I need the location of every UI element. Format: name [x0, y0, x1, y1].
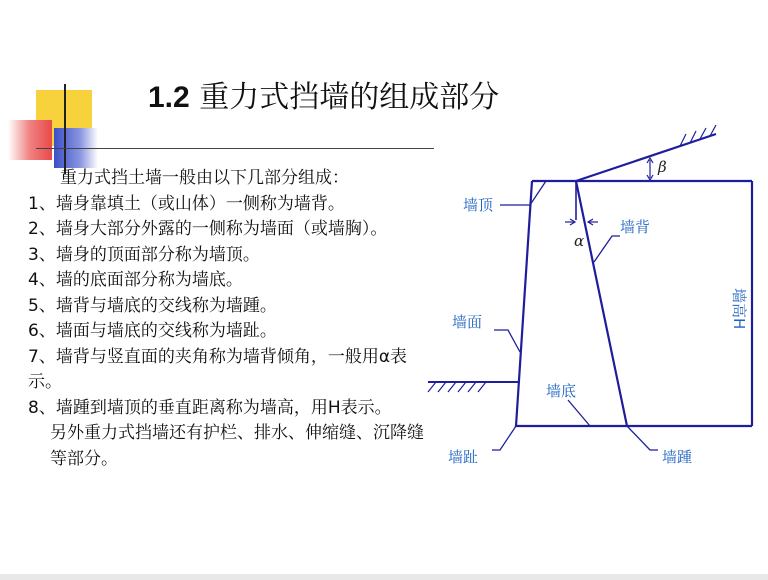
list-item: 4、墙的底面部分称为墙底。: [28, 270, 243, 290]
alpha-indicator: [565, 219, 598, 225]
symbol-beta: β: [658, 158, 667, 176]
list-item: 7、墙背与竖直面的夹角称为墙背倾角，一般用α表示。: [28, 346, 408, 392]
label-bottom: 墙底: [546, 382, 577, 400]
label-height: 墙高H: [730, 288, 748, 330]
closing-paragraph: 另外重力式挡墙还有护栏、排水、伸缩缝、沉降缝等部分。: [50, 423, 424, 469]
list-item: 1、墙身靠填土（或山体）一侧称为墙背。: [28, 193, 345, 214]
pointer-back: [594, 236, 620, 262]
ground-hatch: [428, 382, 486, 392]
backfill-slope-line: [576, 134, 716, 181]
list-item: 6、墙面与墙底的交线称为墙趾。: [28, 321, 277, 341]
slope-hatch: [680, 125, 716, 146]
label-face: 墙面: [452, 313, 483, 331]
list-item: 8、墙踵到墙顶的垂直距离称为墙高，用H表示。: [28, 397, 392, 418]
label-back: 墙背: [620, 218, 651, 236]
pointer-bottom: [568, 400, 590, 426]
beta-indicator: [647, 158, 653, 180]
bottom-bar: [0, 574, 768, 580]
label-top: 墙顶: [463, 196, 494, 214]
pointer-face: [494, 330, 520, 352]
title-text: 重力式挡墙的组成部分: [199, 80, 500, 115]
pointer-heel: [627, 426, 658, 450]
label-heel: 墙踵: [662, 448, 693, 466]
pointer-top: [500, 181, 546, 205]
list-item: 3、墙身的顶面部分称为墙顶。: [28, 244, 260, 265]
list-item: 2、墙身大部分外露的一侧称为墙面（或墙胸）。: [28, 219, 388, 239]
label-toe: 墙趾: [448, 448, 479, 466]
symbol-alpha: α: [574, 232, 585, 250]
list-item: 5、墙背与墙底的交线称为墙踵。: [28, 295, 277, 316]
pointer-toe: [492, 426, 516, 450]
title-number: 1.2: [148, 81, 190, 114]
intro-line: 重力式挡土墙一般由以下几部分组成：: [60, 168, 349, 188]
